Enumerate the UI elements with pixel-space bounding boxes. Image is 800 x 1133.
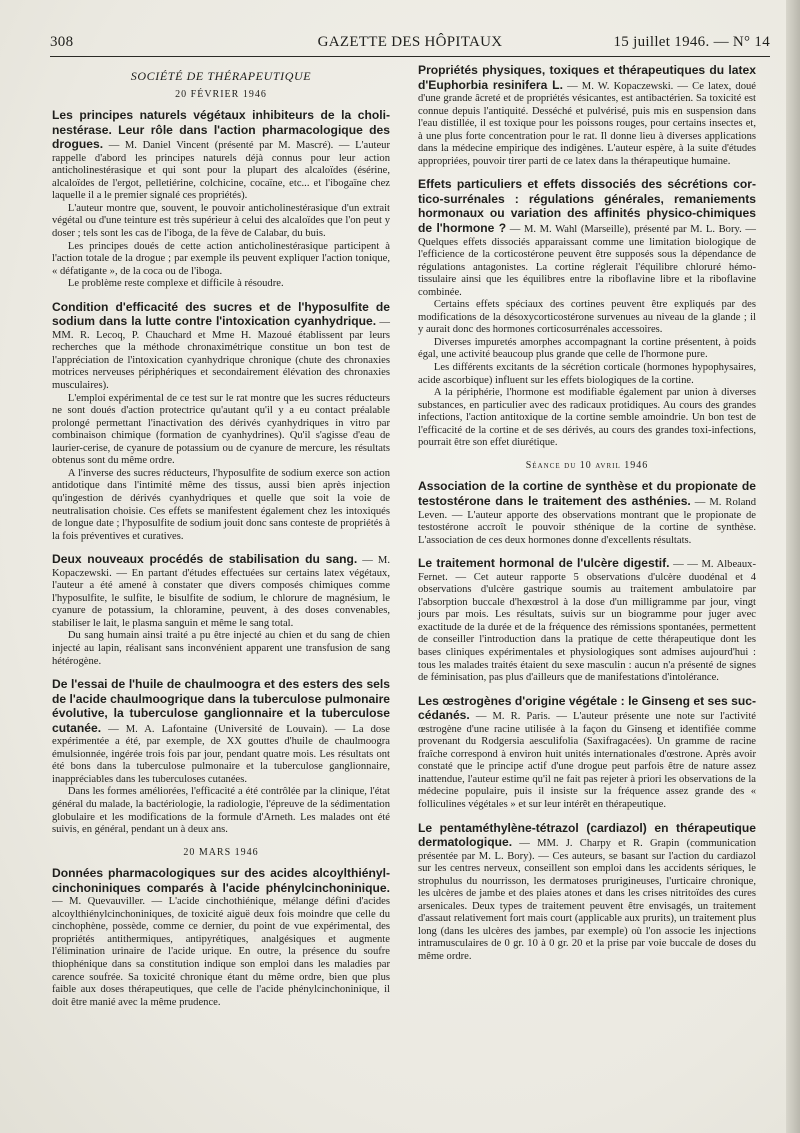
article-paragraph: Diverses impuretés amorphes accompagnant la cortine présentent, à poids égal, une activité beaucoup plus grande que celle de l'hormone pure. [418, 336, 756, 361]
article-cortico-surrenal [418, 178, 756, 449]
article-lead: — M. Roland Leven. — L'auteur apporte des observations montrant que le propionate de testostérone accroît le pouvoir sthénique de la cortine de synthèse. L'association de ces deux hormones donne d'excellents résultats. [418, 496, 756, 546]
article-paragraph: Dans les formes améliorées, l'efficacité a été contrôlée par la clinique, l'état général du malade, la bactériologie, la radiologie, l'épreuve de la sédimentation globulaire et les modifications de la formule d'Arneth. Les malades ont été suivis, en général, pendant un à deux ans. [52, 786, 390, 836]
article-lead: — M. A. Lafontaine (Université de Louvain). — La dose expérimentée a été, par exemple, de XX gouttes d'huile de chaulmoogra émulsionnée, ingérée trois fois par jour, pendant quatre mois. Les résultats ont été bons dans la tuberculose pulmonaire et la tuberculose ganglionnaire, inappréciables dans les tuberculoses cutanées. [52, 723, 390, 785]
article-euphorbia [418, 64, 756, 168]
article-chaulmoogra [52, 678, 390, 837]
article-cholinesterase [52, 109, 390, 291]
article-paragraph: A la périphérie, l'hormone est modifiable également par union à diverses substances, en particulier avec des radicaux protidiques. Au cours des grandes infections, l'action antitoxique de la cortine semble amoindrie. Un bon test de l'efficacité de la cortine et de ses dérivés, au cours des grandes toxi-infections, pourrait être son effet diurétique. [418, 387, 756, 449]
article-ulcer-treatment [418, 557, 756, 684]
article-lead: — — M. Albeaux-Fernet. — Cet auteur rapporte 5 observations d'ulcère duodénal et 4 observations d'ulcère gastrique soumis au traitement ambulatoire par l'absorption buccale d'hexœstrol à la dose d'un milligramme par jour, vingt jours par mois. Les résultats, suivis sur un biogramme pour juger avec exactitude de la durée et de la fréquence des rémissions spontanées, permettent de conseiller l'introduction dans la pratique de cette thérapeutique dont les bases cliniques expérimentales et physiologiques sont admises aujourd'hui : tous les malades traités étaient du sexe masculin : aucun n'a présenté de signes de féminisation, pas plus d'ailleurs que de manifestations d'intolérance. [418, 559, 756, 684]
article-paragraph: Les principes doués de cette action anticholinestérasique participent à l'action totale de la drogue ; par exemple ils peuvent expliquer l'action tonique, « défatigante », de la coca ou de l'iboga. [52, 240, 390, 277]
article-cardiazol [418, 822, 756, 964]
article-lead: — M. Daniel Vincent (présenté par M. Mascré). — L'auteur rappelle d'abord les principes naturels déjà connus pour leur action anticholinestérasique et qui sont pour la plupart des alcaloïdes (ésérine, alcaloïdes de l'ergot, pelletiérine, colchicine, cocaïne, etc... et l'ibogaïne chez laquelle il a le premier signalé ces propriétés). [52, 140, 390, 202]
article-cortine-testosterone [418, 480, 756, 547]
header-rule [50, 56, 770, 57]
article-hyposulfite [52, 301, 390, 543]
article-cinchoninic [52, 867, 390, 1009]
running-header [50, 30, 770, 56]
article-paragraph: Le problème reste complexe et difficile à résoudre. [67, 278, 284, 290]
article-title: Association de la cortine de synthèse et du propionate de testostérone dans le traitement des asthénies. [418, 479, 756, 508]
session-date: Séance du 10 avril 1946 [525, 459, 649, 471]
page-edge [786, 0, 800, 1133]
article-title: Le traitement hormonal de l'ulcère digestif. [418, 556, 670, 571]
article-title: Les principes naturels végétaux inhibiteurs de la cholinestérase. Leur rôle dans l'action pharmacologique des drogues. [52, 108, 390, 152]
issue-date: 15 juillet 1946. — N° 14 [613, 34, 770, 50]
section-title: SOCIÉTÉ DE THÉRAPEUTIQUE [130, 69, 312, 83]
article-paragraph: L'auteur montre que, souvent, le pouvoir anticholinestérasique d'un extrait végétal ou d'une teinture est très supérieur à celui des alcaloïdes que l'on peut y doser ; tels sont les cas de l'iboga, de la fève de Calabar, du buis. [52, 202, 390, 240]
article-title: Données pharmacologiques sur des acides alcoylthiénylcinchoniniques comparés à l'acide phénylcinchoninique. [52, 866, 390, 895]
session-date: 20 FÉVRIER 1946 [175, 88, 267, 100]
article-lead: — M. Quevauviller. — L'acide cinchothiénique, mélange défini d'acides alcoylthiénylcinchoniniques, de toxicité aiguë deux fois moindre que celle du cinchophène, possède, comme ce dernier, du point de vue expérimental, des propriétés antithermiques, antipyrétiques, analgésiques et augmente l'élimination urinaire de l'acide urique. En outre, la présence du soufre thiophénique dans sa constitution indique son emploi dans les maladies par carence soufrée. Sa toxicité chronique étant du même ordre, bien que plus faible aux doses thérapeutiques, que celle de l'acide phénylcinchoninique, il doit être manié avec la même prudence. [52, 896, 390, 1008]
article-lead: — MM. J. Charpy et R. Grapin (communication présentée par M. L. Bory). — Ces auteurs, se basant sur l'action du cardiazol sur les centres nerveux, conseillent son emploi dans les accidents sériques, le strophulus du nourrisson, les dermatoses prurigineuses, l'urticaire chronique, les ulcères de jambe et des plaies atones et dans les crises nitritoïdes des cures arsenicales. Deux types de traitement peuvent être envisagés, un traitement d'assaut relativement fort mais court (applicable aux prurits), un traitement plus long (dans les ulcères des jambes, par exemple) où l'on associe les injections intramusculaires de 0 gr. 10 à 0 gr. 20 et la prise par voie buccale de doses du même ordre. [418, 838, 756, 962]
article-paragraph: L'emploi expérimental de ce test sur le rat montre que les sucres réducteurs ne sont doués d'action protectrice qu'autant qu'il y a eu contact préalable prolongé permettant l'inactivation des dérivés cyanhydriques in vitro par combinaison chimique (formation de cyanhydrines). Qu'il s'agisse d'eau de laurier-cerise, de cyanure de potassium ou de cyanure de mercure, les résultats obtenus sont du même ordre. [52, 392, 390, 467]
article-lead: — M. M. Wahl (Marseille), présenté par M. L. Bory. — Quelques effets dissociés apparaissant comme une limitation biologique de l'efficience de la corticostérone peuvent être supposés sous la dépendance de régulations antagonistes. La cortine réglerait l'équilibre chloruré hémo-tissulaire ainsi que les équilibres entre la riboflavine libre et la riboflavine combinée. [418, 224, 756, 298]
article-title: Effets particuliers et effets dissociés des sécrétions cortico-surrénales : régulations générales, remaniements hormonaux ou variation des affinités physico-chimiques de l'hormone ? [418, 177, 756, 236]
article-paragraph: A l'inverse des sucres réducteurs, l'hyposulfite de sodium exerce son action antidotique dans l'intimité même des tissus, aussi bien après injection qu'ingestion de dérivés cyanhydriques et quelle que soit la voie de neutralisation choisie. Ces effets se manifestent également chez les intoxiqués de longue date ; l'hyposulfite de sodium jouit donc sans conteste de propriétés à la fois préventives et curatives. [52, 467, 390, 542]
article-lead: — MM. R. Lecoq, P. Chauchard et Mme H. Mazoué établissent par leurs recherches que la méthode chronaximétrique constitue un bon test de l'appréciation de l'intoxication cyanhydrique chronique (chute des chronaxies motrices nerveuses périphériques et secondairement élévation des chronaxies musculaires). [52, 317, 390, 392]
article-lead: — M. R. Paris. — L'auteur présente une note sur l'activité œstrogène d'une racine utilisée à la façon du Ginseng et identifiée comme provenant du Rodgersia aesculifolia (Saxifragacées). Un gramme de racine fraîche correspond à environ huit unités internationales d'œstrone. Après avoir constaté que le principe actif d'une drogue peut parfois être de nature assez inattendue, l'auteur estime qu'il ne fait pas rejeter à priori les observations de la médecine populaire, puis il insiste sur la fréquence assez grande des « folliculines végétales » et sur leur intérêt en thérapeutique. [418, 711, 756, 810]
left-column [52, 64, 390, 1019]
page-number: 308 [50, 34, 74, 50]
article-title: De l'essai de l'huile de chaulmoogra et des esters des sels de l'acide chaulmoogrique dans la tuberculose pulmonaire évolutive, la tuberculose ganglionnaire et la tuberculose cutanée. [52, 677, 390, 735]
right-column [418, 64, 756, 974]
article-blood-stabilisation [52, 553, 390, 668]
journal-title: GAZETTE DES HÔPITAUX [317, 34, 503, 50]
article-title: Deux nouveaux procédés de stabilisation du sang. [52, 552, 358, 567]
article-paragraph: Du sang humain ainsi traité a pu être injecté au chien et du sang de chien injecté au lapin, réalisant sans inconvénient apparent une transfusion de sang hétérogène. [52, 630, 390, 667]
article-title: Le pentaméthylène-tétrazol (cardiazol) en thérapeutique dermatologique. [418, 820, 756, 850]
article-title: Condition d'efficacité des sucres et de l'hyposulfite de sodium dans la lutte contre l'intoxication cyanhydrique. [52, 299, 390, 329]
session-date: 20 MARS 1946 [183, 846, 259, 858]
article-paragraph: Les différents excitants de la sécrétion corticale (hormones hypophysaires, acide ascorbique) influent sur les effets biologiques de la cortine. [418, 362, 756, 386]
article-ginseng [418, 695, 756, 812]
article-lead: — M. W. Kopaczewski. — Ce latex, doué d'une grande âcreté et de propriétés vésicantes, est antibactérien. Sa toxicité est connue depuis l'antiquité. Desséché et pulvérisé, puis mis en suspension dans l'eau distillée, il est toxique pour les poissons rouges, pour certains insectes et, à une plus forte concentration pour le rat. Il donne lieu à diverses applications dans la médecine empirique des indigènes. L'auteur espère, à la suite d'études appropriées, pouvoir tirer parti de ce latex dans la thérapeutique humaine. [418, 80, 756, 167]
article-paragraph: Certains effets spéciaux des cortines peuvent être expliqués par des modifications de la désoxycorticostérone survenues au niveau de la glande ; il y aurait donc des hormones corticosurrénales accessoires. [418, 299, 756, 336]
article-lead: — M. Kopaczewski. — En partant d'études effectuées sur certains latex végétaux, l'auteur a été amené à constater que divers composés chimiques comme l'hyposulfite, le sulfite, le bisulfite de sodium, le chlorure de magnésium, le cyanure de potassium, la chloramine, peuvent, à des doses convenables, stabiliser le lait, le plasma sanguin et même le sang total. [52, 555, 390, 629]
article-title: Propriétés physiques, toxiques et thérapeutiques du latex d'Euphorbia resinifera L. [418, 63, 756, 92]
article-title: Les œstrogènes d'origine végétale : le Ginseng et ses succédanés. [418, 693, 756, 723]
